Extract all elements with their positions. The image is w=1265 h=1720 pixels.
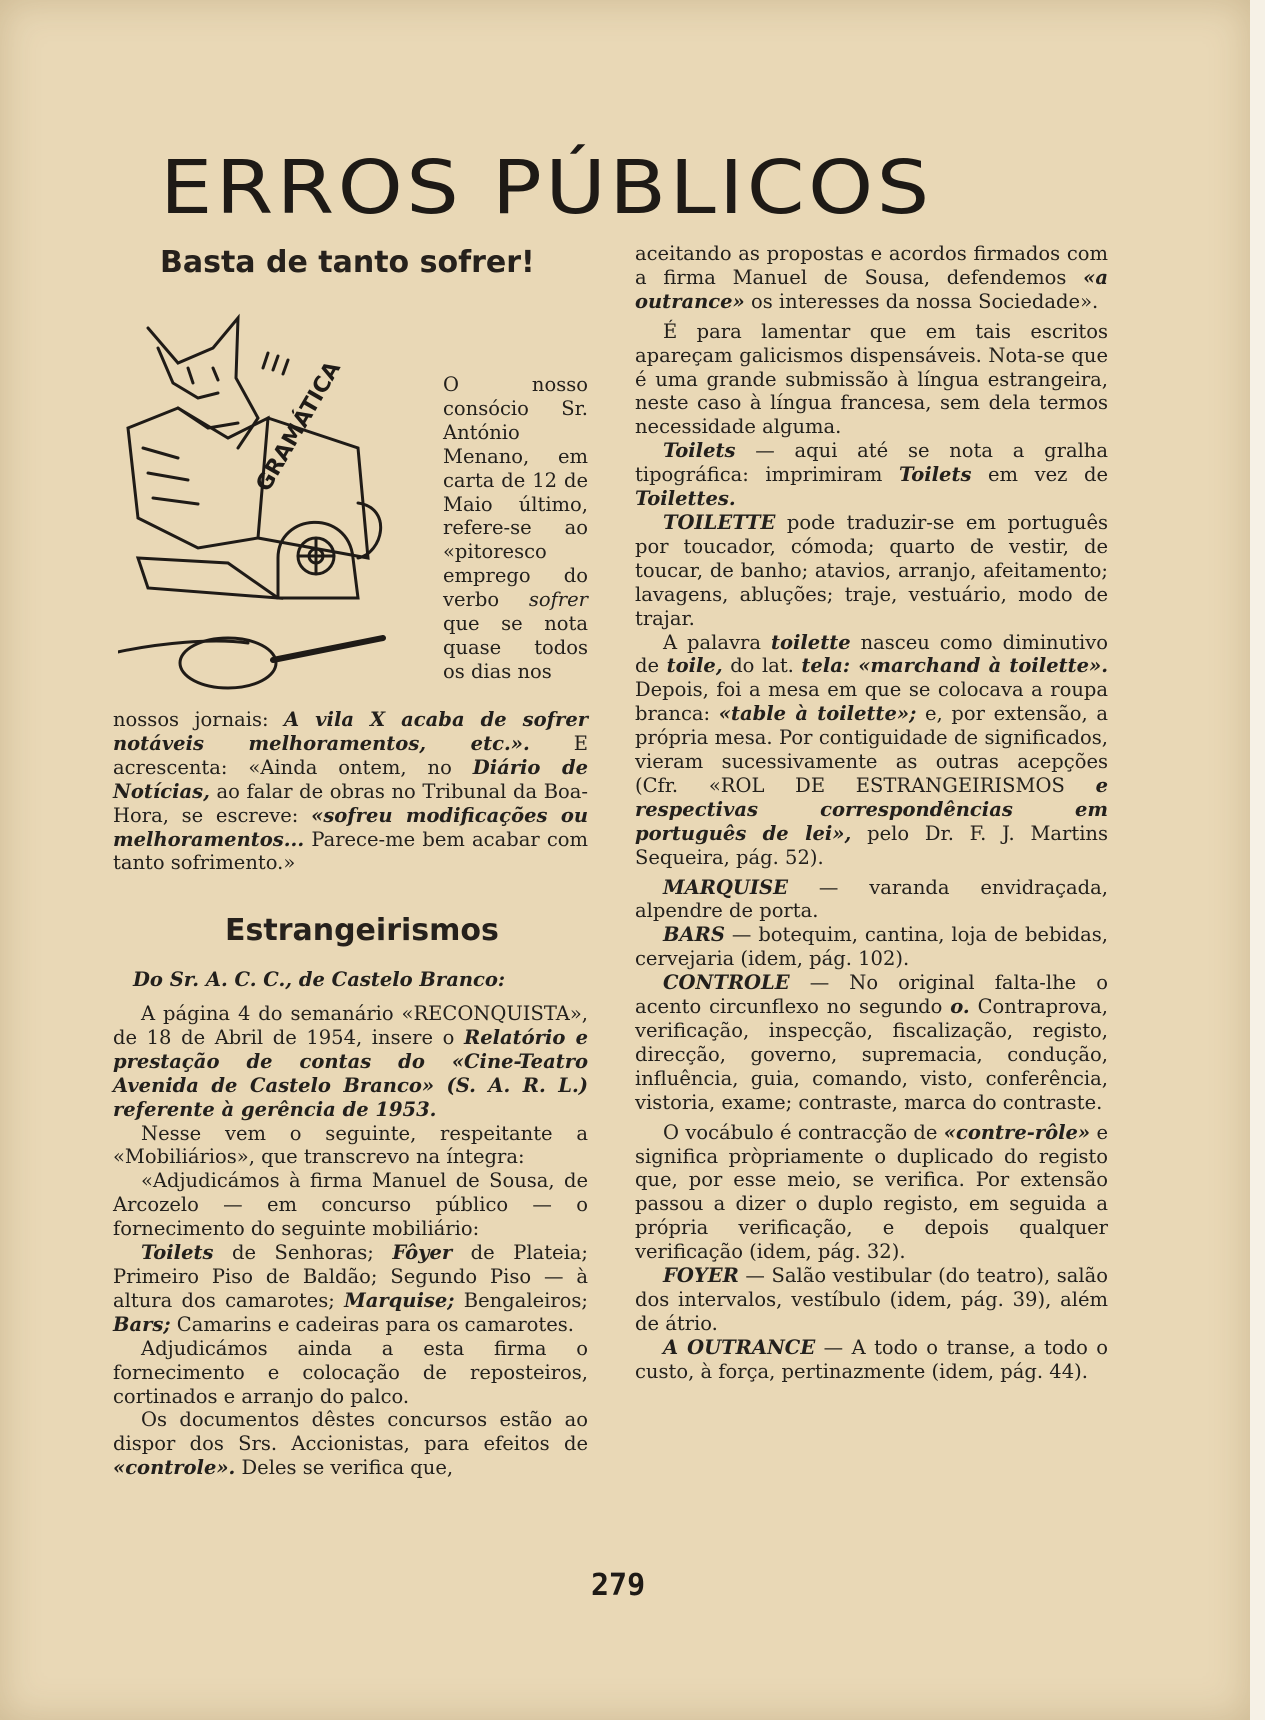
text: O vocábulo é contracção de: [663, 1120, 938, 1144]
text: Bengaleiros;: [463, 1288, 588, 1312]
text: Parece-me bem acabar com tanto sofrimento.»: [113, 827, 588, 875]
text: A página 4 do semanário «RECONQUISTA», de 18 de Abril de 1954, insere o: [113, 1002, 588, 1049]
text-italic: Bars;: [113, 1312, 171, 1336]
text-italic: TOILETTE: [663, 510, 776, 534]
text-italic: Toilets: [898, 463, 972, 487]
text: de Plateia; Primeiro Piso de Baldão; Segundo Piso — à altura dos camarotes;: [113, 1241, 588, 1312]
text: E acrescenta: «Ainda ontem, no: [113, 731, 588, 779]
text-italic: «a outrance»: [635, 265, 1108, 313]
section-heading-estrangeirismos: Estrangeirismos: [225, 913, 499, 948]
text-italic: Diário de Notícias,: [113, 755, 588, 803]
text-italic: BARS: [663, 923, 725, 947]
verb-sofrer: sofrer: [528, 588, 588, 612]
text-italic: «controle».: [113, 1456, 236, 1480]
paragraph: É para lamentar que em tais escritos apareçam galicismos dispensáveis. Nota-se que é uma grande submissão à língua estrangeira, neste caso à língua francesa, sem dela termos necessidade alguma.: [635, 319, 1108, 439]
text-italic: Toilettes.: [635, 487, 736, 511]
text: — A todo o transe, a todo o custo, à força, pertinazmente (idem, pág. 44).: [635, 1335, 1109, 1383]
text: Depois, foi a mesa em que se colocava a roupa branca:: [635, 678, 1108, 726]
text-italic: «sofreu modificações ou melhoramentos...: [113, 803, 589, 851]
text: os interesses da nossa Sociedade».: [750, 289, 1099, 313]
basta-paragraph: [113, 708, 588, 875]
page-title: ERROS PÚBLICOS: [160, 145, 933, 231]
text-italic: o.: [950, 995, 970, 1019]
text: — varanda envidraçada, alpendre de porta.: [635, 875, 1108, 923]
text: — aqui até se nota a gralha tipográfica: imprimiram: [635, 439, 1108, 487]
illustration-label: GRAMÁTICA: [251, 357, 347, 496]
right-column: [635, 242, 1108, 1384]
text: Os documentos dêstes concursos estão ao dispor dos Srs. Accionistas, para efeitos de: [113, 1408, 588, 1456]
intro-text-end: que se nota quase todos os dias nos: [443, 612, 588, 683]
text: aceitando as propostas e acordos firmados com a firma Manuel de Sousa, defendemos: [635, 242, 1108, 289]
text: de Senhoras;: [232, 1241, 374, 1265]
text: Camarins e cadeiras para os camarotes.: [176, 1312, 574, 1336]
paragraph: Adjudicámos ainda a esta firma o fornecimento e colocação de reposteiros, cortinados e arranjo do palco.: [113, 1336, 588, 1408]
text-italic: «contre-rôle»: [943, 1120, 1091, 1144]
text: do lat.: [730, 654, 794, 678]
text: ao falar de obras no Tribunal da Boa-Hora, se escreve:: [113, 779, 588, 827]
text-italic: CONTROLE: [663, 971, 790, 995]
text: A palavra: [663, 630, 761, 654]
byline: [133, 968, 588, 992]
text: e significa pròpriamente o duplicado do registo que, por esse meio, se verifica. Por extensão passou a dizer o duplo registo, em seguida a própria verificação, e depois qualquer verificação (idem, pág. 32).: [635, 1120, 1108, 1264]
text: — botequim, cantina, loja de bebidas, cervejaria (idem, pág. 102).: [635, 923, 1108, 971]
text: pode traduzir-se em português por toucador, cómoda; quarto de vestir, de toucar, de banho; atavios, arranjo, afeitamento; lavagens, abluções; traje, vestuário, modo de trajar.: [635, 510, 1108, 630]
page-edge: [1250, 0, 1265, 1720]
text: nossos jornais:: [113, 708, 269, 731]
text-italic: Toilets: [663, 439, 736, 463]
text: Contraprova, verificação, inspecção, fiscalização, registo, direcção, governo, supremacia, condução, influência, guia, comando, visto, conferência, vistoria, exame; contraste, marca do contraste.: [635, 995, 1108, 1114]
text-italic: MARQUISE: [663, 875, 788, 899]
text-italic: tela: «marchand à toilette».: [801, 654, 1108, 678]
intro-narrow-text: [443, 373, 588, 684]
text-italic: toilette: [770, 630, 851, 654]
paragraph: Nesse vem o seguinte, respeitante a «Mobiliários», que transcrevo na íntegra:: [113, 1121, 588, 1169]
text: nasceu como diminutivo de: [635, 630, 1109, 678]
text-italic: Fôyer: [392, 1241, 453, 1265]
text-italic: «table à toilette»;: [718, 702, 917, 726]
text: e, por extensão, a própria mesa. Por contiguidade de significados, vieram sucessivamente as outras acepções (Cfr. «ROL DE ESTRANGEIRISMOS: [635, 702, 1108, 797]
estrangeirismos-left-column: [113, 1002, 588, 1480]
paragraph: «Adjudicámos à firma Manuel de Sousa, de Arcozelo — em concurso público — o fornecimento do seguinte mobiliário:: [113, 1169, 588, 1241]
text-italic: A vila X acaba de sofrer notáveis melhoramentos, etc.».: [113, 708, 588, 755]
intro-text: O nosso consócio Sr. António Menano, em carta de 12 de Maio último, refere-se ao «pitoresco emprego do verbo: [443, 373, 588, 612]
text-italic: Toilets: [141, 1241, 214, 1265]
text-italic: e respectivas correspondências em português de lei»,: [635, 773, 1108, 845]
text: — Salão vestibular (do teatro), salão dos intervalos, vestíbulo (idem, pág. 39), além de átrio.: [635, 1264, 1108, 1335]
gargoyle-reading-grammar-illustration: [118, 308, 438, 698]
text-italic: A OUTRANCE: [663, 1335, 816, 1359]
section-heading-basta: Basta de tanto sofrer!: [160, 245, 535, 280]
text: — No original falta-lhe o acento circunflexo no segundo: [635, 971, 1108, 1019]
text-italic: Marquise;: [344, 1288, 455, 1312]
text: Deles se verifica que,: [241, 1456, 454, 1480]
page-number: 279: [591, 1568, 646, 1603]
text: pelo Dr. F. J. Martins Sequeira, pág. 52).: [635, 821, 1108, 869]
text: em vez de: [988, 463, 1109, 487]
text-italic: toile,: [666, 654, 723, 678]
byline-text: Do Sr. A. C. C., de Castelo Branco:: [133, 968, 506, 991]
text-italic: Relatório e prestação de contas do «Cine-Teatro Avenida de Castelo Branco» (S. A. R. L.) referente à gerência de 1953.: [113, 1025, 588, 1121]
text-italic: FOYER: [663, 1264, 739, 1288]
